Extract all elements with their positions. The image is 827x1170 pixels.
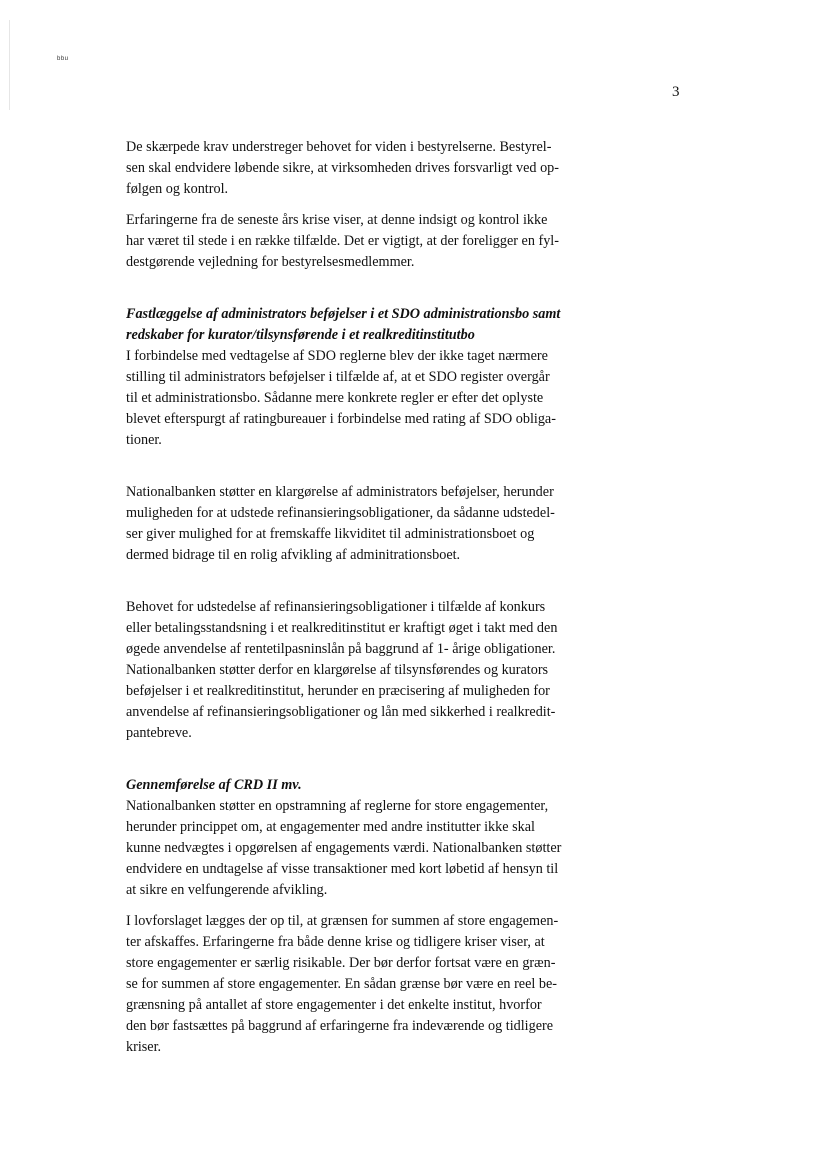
text-line: Erfaringerne fra de seneste års krise viser, at denne indsigt og kontrol ikke	[126, 212, 548, 228]
text-line: herunder princippet om, at engagementer med andre institutter ikke skal	[126, 819, 535, 835]
text-line: den bør fastsættes på baggrund af erfaringerne fra indeværende og tidligere	[126, 1018, 554, 1034]
text-line: se for summen af store engagementer. En sådan grænse bør være en reel be-	[126, 976, 557, 992]
text-line: muligheden for at udstede refinansieringsobligationer, da sådanne udstedel-	[126, 505, 555, 521]
text-line: anvendelse af refinansieringsobligationer og lån med sikkerhed i realkredit-	[126, 704, 556, 720]
heading-line: Gennemførelse af CRD II mv.	[126, 777, 302, 793]
text-line: stilling til administrators beføjelser i tilfælde af, at et SDO register overgår	[126, 369, 550, 385]
section-heading	[126, 304, 626, 346]
paragraph	[126, 482, 626, 566]
text-line: kunne nedvægtes i opgørelsen af engagements værdi. Nationalbanken støtter	[126, 840, 562, 856]
text-line: at sikre en velfungerende afvikling.	[126, 882, 328, 898]
text-line: I lovforslaget lægges der op til, at grænsen for summen af store engagemen-	[126, 913, 559, 929]
text-line: blevet efterspurgt af ratingbureauer i forbindelse med rating af SDO obliga-	[126, 411, 556, 427]
text-line: beføjelser i et realkreditinstitut, herunder en præcisering af muligheden for	[126, 683, 550, 699]
corner-mark: bbu	[57, 56, 69, 62]
text-line: til et administrationsbo. Sådanne mere konkrete regler er efter det oplyste	[126, 390, 544, 406]
section-heading	[126, 775, 626, 796]
text-line: følgen og kontrol.	[126, 181, 229, 197]
text-line: grænsning på antallet af store engagementer i det enkelte institut, hvorfor	[126, 997, 542, 1013]
text-line: Nationalbanken støtter en klargørelse af administrators beføjelser, herunder	[126, 484, 554, 500]
text-line: har været til stede i en række tilfælde. Det er vigtigt, at der foreligger en fyl-	[126, 233, 559, 249]
paragraph	[126, 796, 626, 901]
text-line: pantebreve.	[126, 725, 192, 741]
paragraph	[126, 346, 626, 451]
text-line: tioner.	[126, 432, 162, 448]
page-number: 3	[672, 84, 680, 100]
paragraph	[126, 597, 626, 744]
text-line: I forbindelse med vedtagelse af SDO reglerne blev der ikke taget nærmere	[126, 348, 548, 364]
scan-edge-line	[9, 20, 10, 110]
text-line: De skærpede krav understreger behovet for viden i bestyrelserne. Bestyrel-	[126, 139, 552, 155]
text-line: endvidere en undtagelse af visse transaktioner med kort løbetid af hensyn til	[126, 861, 559, 877]
text-line: Nationalbanken støtter derfor en klargørelse af tilsynsførendes og kurators	[126, 662, 549, 678]
text-line: Behovet for udstedelse af refinansieringsobligationer i tilfælde af konkurs	[126, 599, 546, 615]
text-line: ser giver mulighed for at fremskaffe likviditet til administrationsboet og	[126, 526, 535, 542]
text-line: sen skal endvidere løbende sikre, at virksomheden drives forsvarligt ved op-	[126, 160, 559, 176]
paragraph	[126, 911, 626, 1058]
text-line: kriser.	[126, 1039, 162, 1055]
text-line: store engagementer er særlig risikable. Der bør derfor fortsat være en græn-	[126, 955, 556, 971]
section-sdo-administration	[126, 304, 626, 744]
text-line: Nationalbanken støtter en opstramning af reglerne for store engagementer,	[126, 798, 549, 814]
text-line: ter afskaffes. Erfaringerne fra både denne krise og tidligere kriser viser, at	[126, 934, 545, 950]
text-line: dermed bidrage til en rolig afvikling af adminitrationsboet.	[126, 547, 461, 563]
document-body	[126, 137, 626, 1058]
paragraph	[126, 210, 626, 273]
text-line: eller betalingsstandsning i et realkreditinstitut er kraftigt øget i takt med den	[126, 620, 558, 636]
heading-line: Fastlæggelse af administrators beføjelser i et SDO administrationsbo samt	[126, 306, 561, 322]
text-line: øgede anvendelse af rentetilpasninslån på baggrund af 1- årige obligationer.	[126, 641, 556, 657]
paragraph	[126, 137, 626, 200]
section-crd-ii	[126, 775, 626, 1058]
section-intro	[126, 137, 626, 273]
text-line: destgørende vejledning for bestyrelsesmedlemmer.	[126, 254, 415, 270]
heading-line: redskaber for kurator/tilsynsførende i et realkreditinstitutbo	[126, 327, 475, 343]
